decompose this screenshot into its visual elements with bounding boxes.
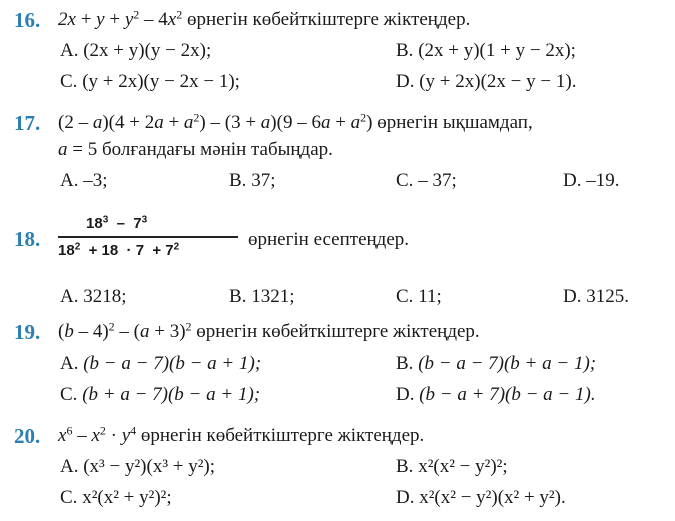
option-b: B. 1321; — [229, 286, 295, 307]
option-d: D. –19. — [563, 170, 620, 191]
option-b: B. 37; — [229, 170, 276, 191]
question-stem — [58, 112, 533, 134]
question-number: 20. — [14, 424, 41, 448]
question-number: 17. — [14, 111, 41, 135]
option-a: A. (b − a − 7)(b − a + 1); — [60, 353, 262, 374]
option-b: B. (b − a − 7)(b + a − 1); — [396, 353, 597, 374]
question-text: өрнегін көбейткіштерге жіктеңдер. — [196, 321, 480, 342]
question-text: өрнегін ықшамдап, — [377, 112, 533, 133]
expression: $(b - 4)^2 - (a + 3)^2$ — [58, 319, 192, 342]
option-c: C. x²(x² + y²)²; — [60, 487, 172, 508]
question-stem — [58, 321, 480, 343]
option-d: D. x²(x² − y²)(x² + y²). — [396, 487, 566, 508]
fraction-denominator: $18^2 + 18 \cdot 7 + 7^2$ — [58, 241, 180, 259]
question-text: өрнегін есептеңдер. — [248, 229, 410, 250]
option-c: C. (y + 2x)(y − 2x − 1); — [60, 71, 240, 92]
question-number: 16. — [14, 8, 41, 32]
option-c: C. (b + a − 7)(b − a + 1); — [60, 384, 261, 405]
expression: $x^6 - x^2 \cdot y^4$ — [58, 423, 137, 446]
expression: $2x + y + y^2 - 4x^2$ — [58, 7, 183, 30]
question-text-line2 — [58, 139, 333, 161]
option-d: D. 3125. — [563, 286, 629, 307]
option-d: D. (y + 2x)(2x − y − 1). — [396, 71, 577, 92]
option-c: C. 11; — [396, 286, 442, 307]
option-a: A. (x³ − y²)(x³ + y²); — [60, 456, 216, 477]
option-a: A. –3; — [60, 170, 108, 191]
question-text-2: болғандағы мәнін табыңдар. — [101, 139, 333, 160]
question-text: өрнегін көбейткіштерге жіктеңдер. — [140, 425, 425, 446]
option-a: A. (2x + y)(y − 2x); — [60, 40, 212, 61]
option-b: B. x²(x² − y²)²; — [396, 456, 508, 477]
option-c: C. – 37; — [396, 170, 457, 191]
question-number: 18. — [14, 227, 41, 251]
condition: a = 5 — [58, 139, 98, 160]
question-number: 19. — [14, 320, 41, 344]
fraction-numerator: $18^3 - 7^3$ — [86, 214, 148, 232]
expression: $(2 - a)(4 + 2a + a^2) - (3 + a)(9 - 6a + a^2)$ — [58, 110, 373, 133]
option-d: D. (b − a + 7)(b − a − 1). — [396, 384, 596, 405]
question-text: өрнегін көбейткіштерге жіктеңдер. — [186, 9, 471, 30]
question-stem — [58, 425, 424, 447]
fraction-bar — [58, 236, 238, 238]
option-a: A. 3218; — [60, 286, 127, 307]
question-stem — [58, 9, 470, 31]
option-b: B. (2x + y)(1 + y − 2x); — [396, 40, 576, 61]
